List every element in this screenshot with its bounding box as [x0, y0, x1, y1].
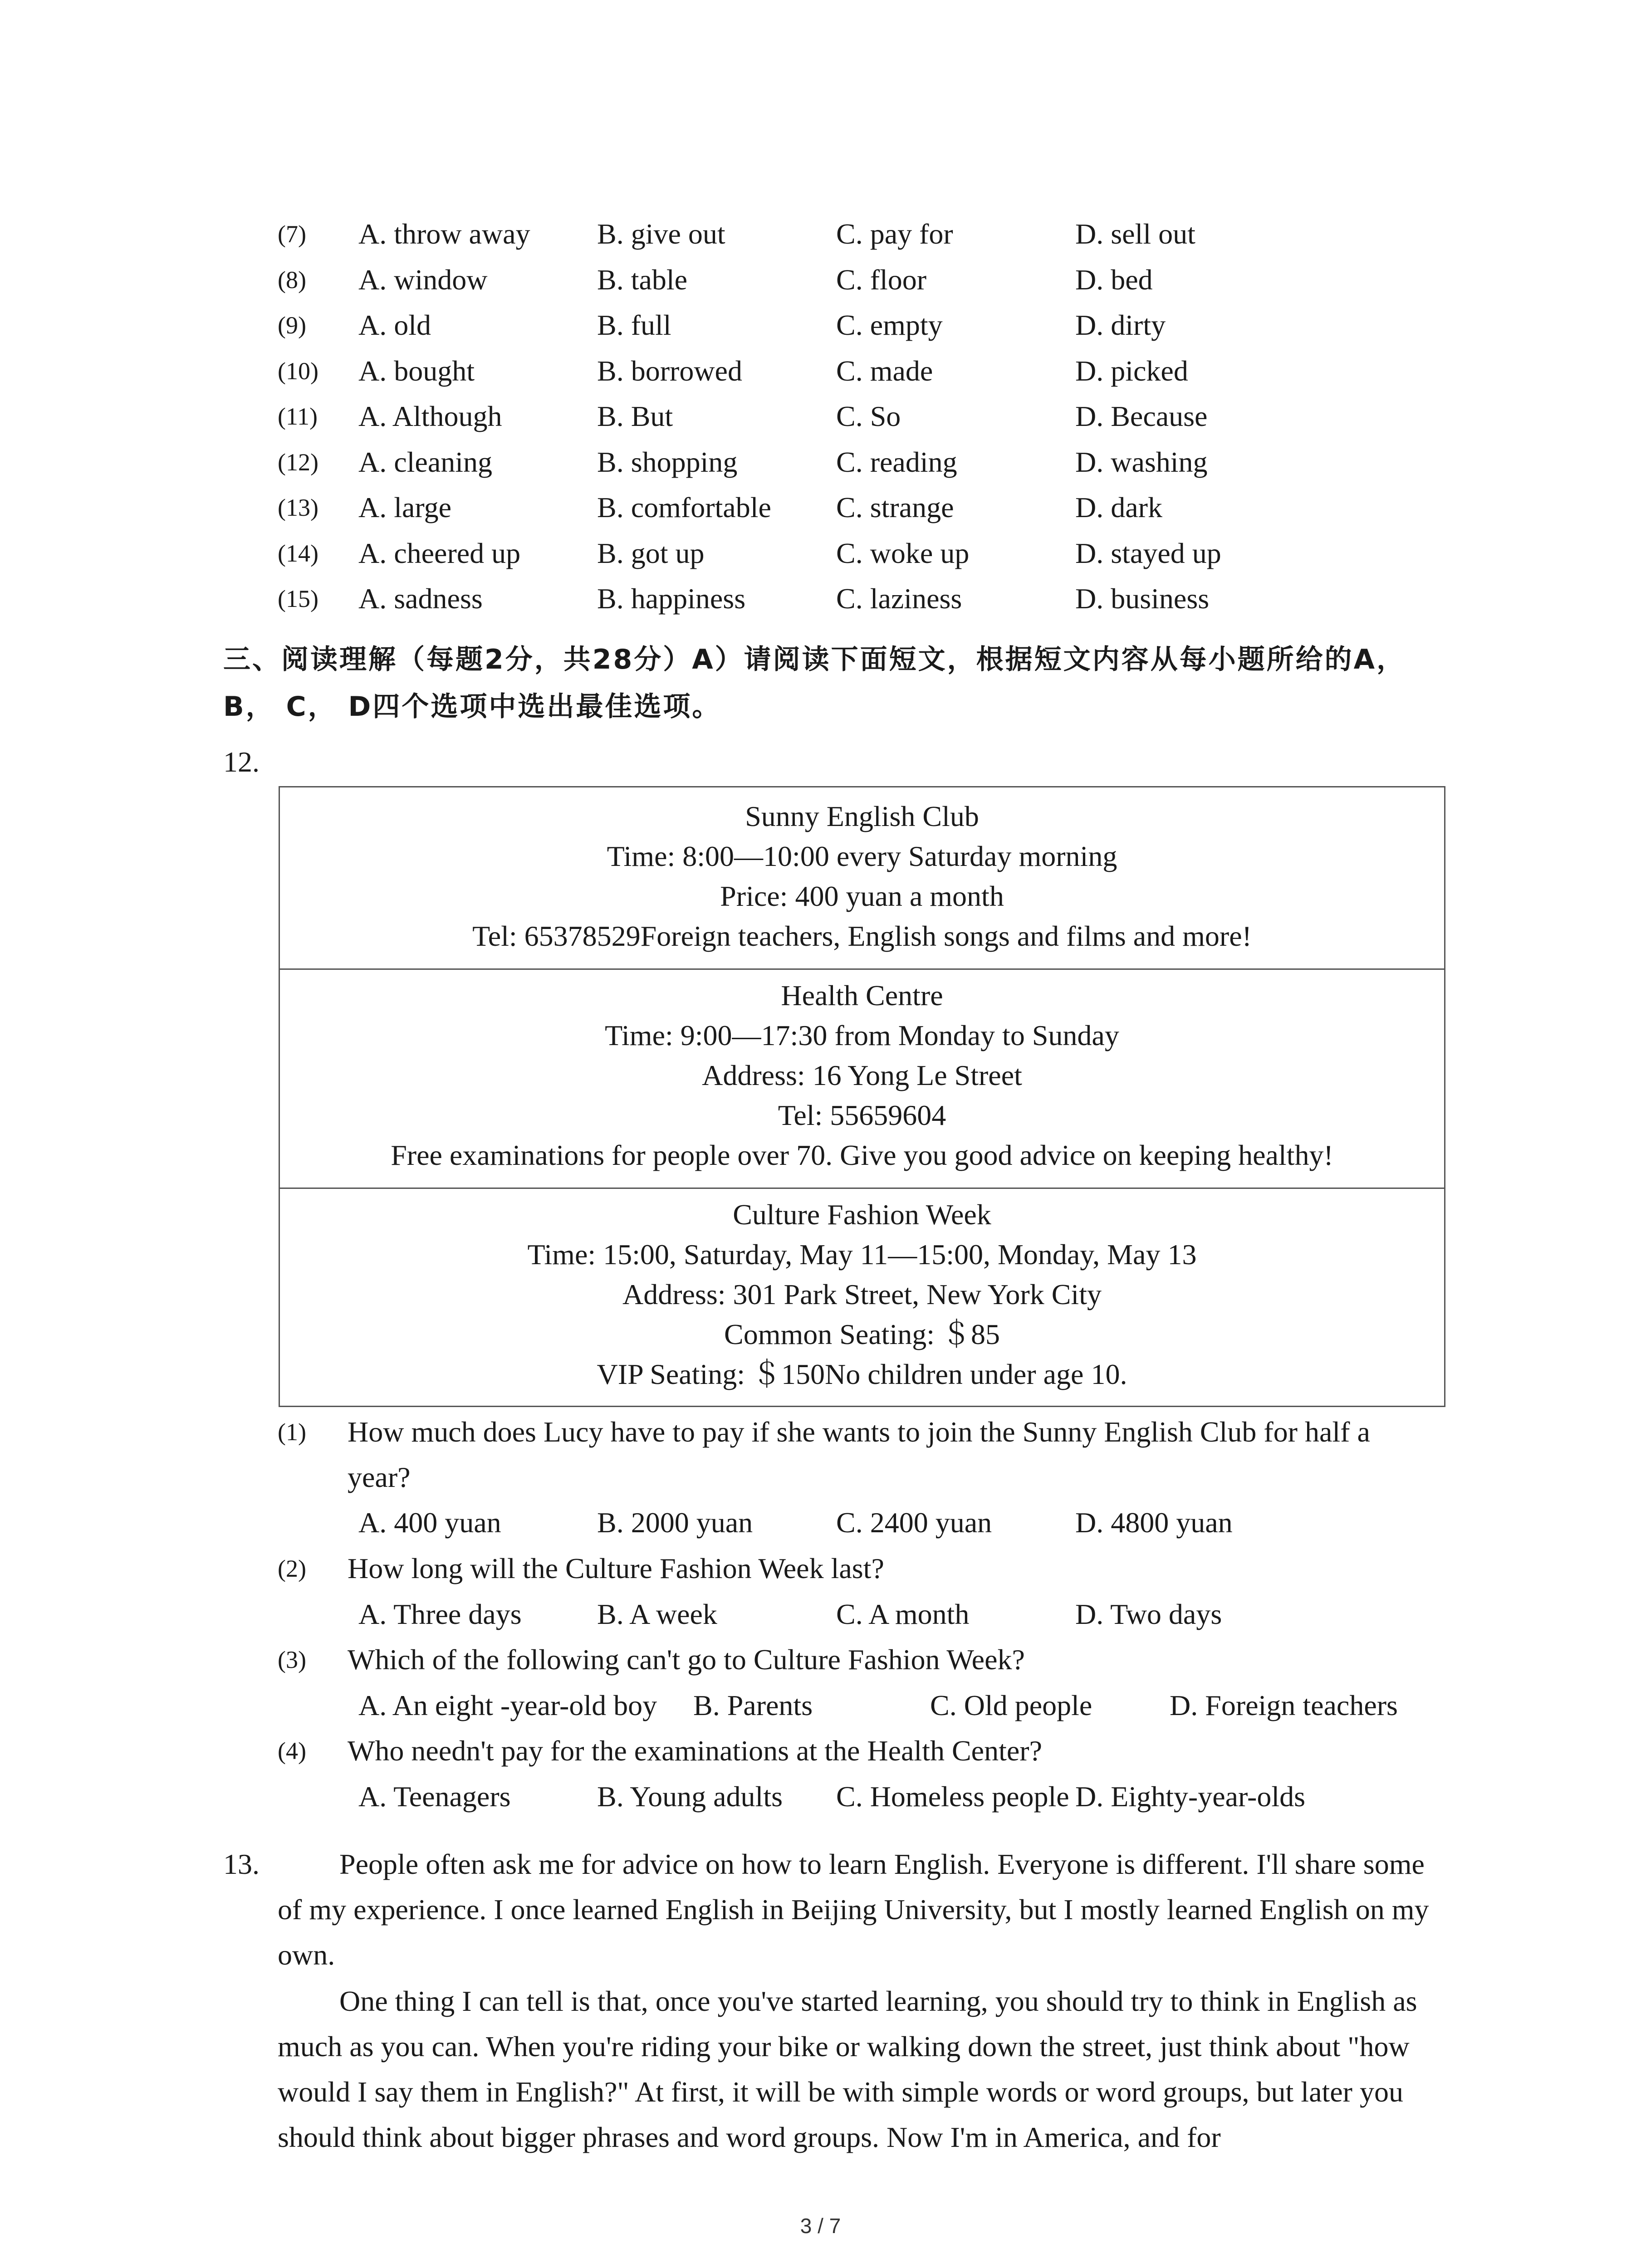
option-row — [0, 348, 1641, 394]
option-a[interactable]: A. 400 yuan — [358, 1506, 501, 1539]
page-number: 3 / 7 — [800, 2214, 841, 2238]
option-d[interactable]: D. sell out — [1075, 218, 1195, 250]
subq-number: (4) — [278, 1737, 306, 1765]
option-c[interactable]: C. pay for — [836, 218, 953, 250]
option-b[interactable]: B. comfortable — [597, 491, 771, 523]
subq-text: How long will the Culture Fashion Week last? — [348, 1552, 884, 1584]
blank-number: (15) — [278, 585, 318, 612]
option-c[interactable]: C. strange — [836, 491, 954, 523]
option-b[interactable]: B. got up — [597, 537, 705, 569]
q12-2-options — [0, 1592, 1641, 1637]
subq-number: (1) — [278, 1418, 306, 1446]
blank-number: (13) — [278, 494, 318, 521]
ad-line: Free examinations for people over 70. Give you good advice on keeping healthy! — [391, 1139, 1333, 1171]
option-b[interactable]: B. happiness — [597, 582, 746, 615]
option-row — [0, 531, 1641, 576]
option-a[interactable]: A. bought — [358, 355, 475, 387]
option-a[interactable]: A. Three days — [358, 1598, 522, 1630]
option-d[interactable]: D. Two days — [1075, 1598, 1222, 1630]
option-a[interactable]: A. throw away — [358, 218, 530, 250]
option-c[interactable]: C. woke up — [836, 537, 970, 569]
option-a[interactable]: A. old — [358, 309, 431, 341]
option-c[interactable]: C. Homeless people — [836, 1780, 1069, 1813]
subq-text: year? — [348, 1461, 411, 1493]
blank-number: (8) — [278, 266, 306, 293]
subq-text: Which of the following can't go to Culture Fashion Week? — [348, 1643, 1025, 1676]
ad-culture-fashion-week — [280, 1195, 1444, 1394]
q12-4-options — [0, 1774, 1641, 1819]
option-b[interactable]: B. borrowed — [597, 355, 742, 387]
option-b[interactable]: B. Parents — [693, 1689, 813, 1721]
option-c[interactable]: C. Old people — [930, 1689, 1092, 1721]
option-d[interactable]: D. washing — [1075, 446, 1208, 478]
option-a[interactable]: A. Although — [358, 400, 502, 432]
ad-sunny-english-club — [280, 797, 1444, 956]
ad-line: Health Centre — [781, 979, 943, 1012]
option-row — [0, 485, 1641, 530]
blank-number: (11) — [278, 403, 318, 430]
option-a[interactable]: A. An eight -year-old boy — [358, 1689, 657, 1721]
option-a[interactable]: A. cheered up — [358, 537, 521, 569]
ad-health-centre — [280, 976, 1444, 1175]
option-b[interactable]: B. full — [597, 309, 671, 341]
ad-line: Common Seating: ＄85 — [724, 1318, 1000, 1350]
option-c[interactable]: C. empty — [836, 309, 943, 341]
option-c[interactable]: C. reading — [836, 446, 957, 478]
option-d[interactable]: D. stayed up — [1075, 537, 1221, 569]
option-d[interactable]: D. Because — [1075, 400, 1208, 432]
option-c[interactable]: C. floor — [836, 264, 927, 296]
option-b[interactable]: B. shopping — [597, 446, 738, 478]
option-c[interactable]: C. So — [836, 400, 901, 432]
option-d[interactable]: D. Foreign teachers — [1170, 1689, 1398, 1721]
option-b[interactable]: B. table — [597, 264, 688, 296]
option-a[interactable]: A. large — [358, 491, 451, 523]
option-c[interactable]: C. A month — [836, 1598, 970, 1630]
ad-divider — [280, 968, 1444, 970]
q12-3-options — [0, 1683, 1641, 1728]
question-13-number: 13. — [223, 1848, 260, 1880]
option-d[interactable]: D. business — [1075, 582, 1210, 615]
option-row — [0, 303, 1641, 348]
subq-text: Who needn't pay for the examinations at the Health Center? — [348, 1735, 1042, 1767]
question-12-number: 12. — [223, 746, 260, 778]
subq-number: (2) — [278, 1555, 306, 1582]
option-a[interactable]: A. window — [358, 264, 488, 296]
option-a[interactable]: A. Teenagers — [358, 1780, 511, 1813]
option-row — [0, 394, 1641, 439]
ad-line: Time: 15:00, Saturday, May 11—15:00, Monday, May 13 — [527, 1238, 1197, 1271]
option-d[interactable]: D. dirty — [1075, 309, 1166, 341]
option-d[interactable]: D. 4800 yuan — [1075, 1506, 1233, 1539]
ad-line: Address: 16 Yong Le Street — [702, 1059, 1022, 1091]
passage-paragraph-2: One thing I can tell is that, once you've started learning, you should try to think in English as much as you can. When you're riding your bike or walking down the street, just think about "how would I say them in English?" At first, it will be with simple words or word groups, but later you should think about bigger phrases and word groups. Now I'm in America, and for — [278, 1985, 1417, 2153]
blank-number: (10) — [278, 357, 318, 385]
option-row — [0, 257, 1641, 303]
option-d[interactable]: D. dark — [1075, 491, 1162, 523]
ad-line: Time: 9:00—17:30 from Monday to Sunday — [605, 1019, 1119, 1051]
option-d[interactable]: D. picked — [1075, 355, 1188, 387]
passage-paragraph-1: People often ask me for advice on how to learn English. Everyone is different. I'll share some of my experience. I once learned English in Beijing University, but I mostly learned English on my own. — [278, 1848, 1429, 1971]
blank-number: (14) — [278, 540, 318, 567]
option-c[interactable]: C. made — [836, 355, 933, 387]
option-b[interactable]: B. But — [597, 400, 673, 432]
section3-heading-line2: B， C， D四个选项中选出最佳选项。 — [223, 691, 721, 723]
ad-line: Tel: 65378529Foreign teachers, English songs and films and more! — [472, 920, 1252, 952]
ad-divider — [280, 1188, 1444, 1189]
subq-text: How much does Lucy have to pay if she wants to join the Sunny English Club for half a — [348, 1416, 1370, 1448]
ad-line: Time: 8:00—10:00 every Saturday morning — [607, 840, 1117, 872]
option-a[interactable]: A. sadness — [358, 582, 483, 615]
blank-number: (7) — [278, 220, 306, 248]
blank-number: (12) — [278, 449, 318, 476]
q12-1-options — [0, 1500, 1641, 1545]
ads-table — [279, 786, 1445, 1407]
option-c[interactable]: C. laziness — [836, 582, 962, 615]
ad-line: Sunny English Club — [745, 800, 979, 832]
option-b[interactable]: B. Young adults — [597, 1780, 783, 1813]
option-b[interactable]: B. A week — [597, 1598, 717, 1630]
section3-heading-line1: 三、阅读理解（每题2分，共28分）A）请阅读下面短文，根据短文内容从每小题所给的A， — [223, 644, 1406, 675]
subq-number: (3) — [278, 1646, 306, 1673]
ad-line: Culture Fashion Week — [733, 1198, 991, 1231]
option-d[interactable]: D. bed — [1075, 264, 1153, 296]
option-c[interactable]: C. 2400 yuan — [836, 1506, 992, 1539]
blank-number: (9) — [278, 312, 306, 339]
option-row — [0, 440, 1641, 485]
ad-line: Tel: 55659604 — [778, 1099, 946, 1131]
ad-line: Address: 301 Park Street, New York City — [622, 1278, 1102, 1310]
option-b[interactable]: B. 2000 yuan — [597, 1506, 753, 1539]
option-d[interactable]: D. Eighty-year-olds — [1075, 1780, 1306, 1813]
option-row — [0, 211, 1641, 257]
ad-line: Price: 400 yuan a month — [720, 880, 1004, 912]
option-row — [0, 576, 1641, 621]
ad-line: VIP Seating: ＄150No children under age 10. — [597, 1358, 1127, 1390]
option-a[interactable]: A. cleaning — [358, 446, 492, 478]
option-b[interactable]: B. give out — [597, 218, 725, 250]
